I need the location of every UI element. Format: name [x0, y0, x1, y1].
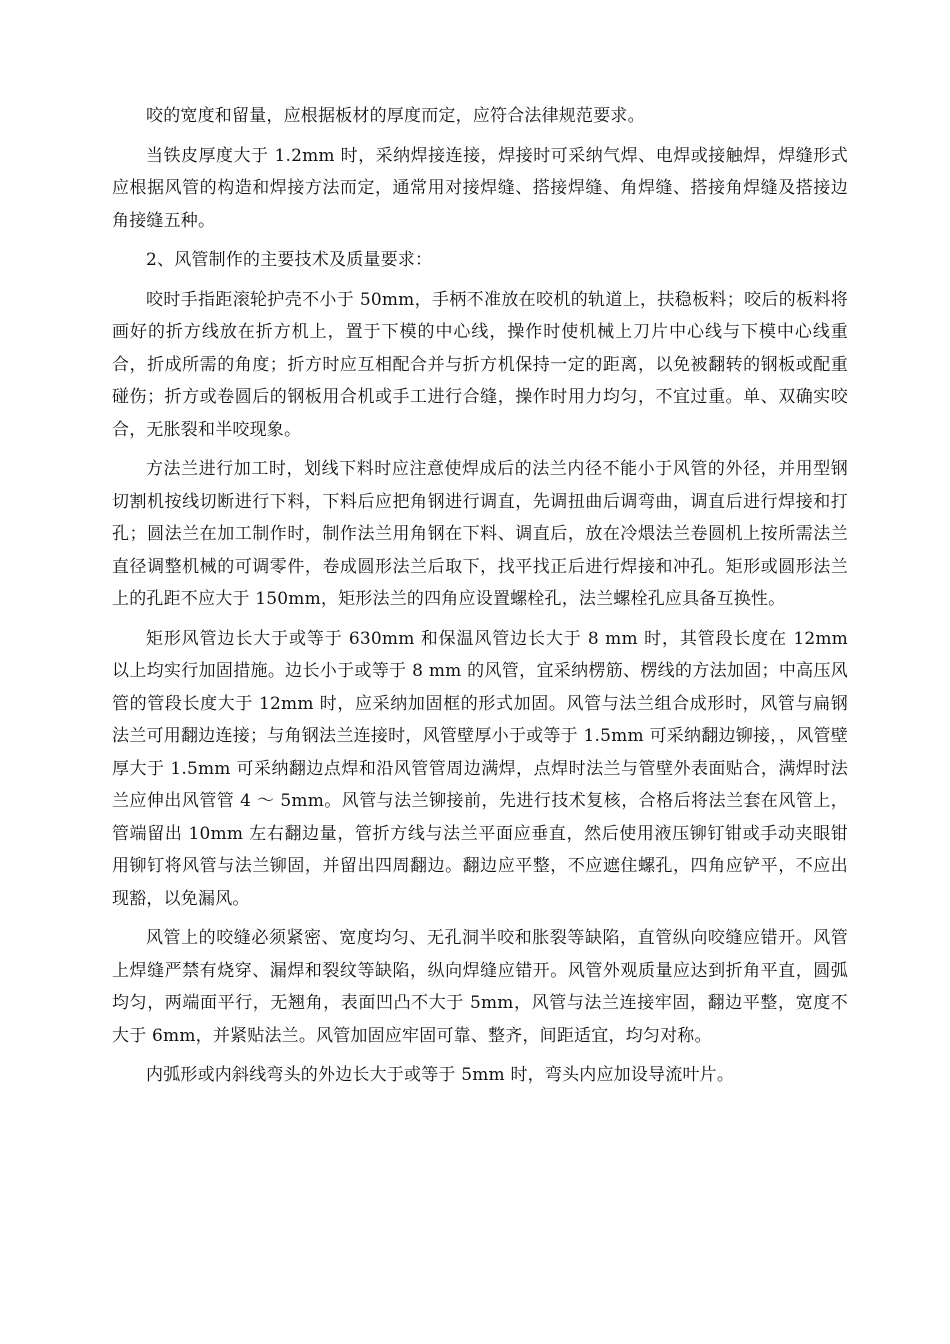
- document-page: [112, 100, 848, 1099]
- paragraph-3: 咬时手指距滚轮护壳不小于 50mm，手柄不准放在咬机的轨道上，扶稳板料；咬后的板料将画好的折方线放在折方机上，置于下模的中心线，操作时使机械上刀片中心线与下模中心线重合，折成所需的角度；折方时应互相配合并与折方机保持一定的距离，以免被翻转的钢板或配重碰伤；折方或卷圆后的钢板用合机或手工进行合缝，操作时用力均匀，不宜过重。单、双确实咬合，无胀裂和半咬现象。: [112, 289, 848, 440]
- paragraph-6: 风管上的咬缝必须紧密、宽度均匀、无孔洞半咬和胀裂等缺陷，直管纵向咬缝应错开。风管上焊缝严禁有烧穿、漏焊和裂纹等缺陷，纵向焊缝应错开。风管外观质量应达到折角平直，圆弧均匀，两端面平行，无翘角，表面凹凸不大于 5mm，风管与法兰连接牢固，翻边平整，宽度不大于 6mm，并紧贴法兰。风管加固应牢固可靠、整齐，间距适宜，均匀对称。: [112, 928, 848, 1046]
- paragraph-1: 咬的宽度和留量，应根据板材的厚度而定，应符合法律规范要求。: [146, 106, 645, 126]
- paragraph-4: 方法兰进行加工时，划线下料时应注意使焊成后的法兰内径不能小于风管的外径，并用型钢切割机按线切断进行下料，下料后应把角钢进行调直，先调扭曲后调弯曲，调直后进行焊接和打孔；圆法兰在加工制作时，制作法兰用角钢在下料、调直后，放在冷煨法兰卷圆机上按所需法兰直径调整机械的可调零件，卷成圆形法兰后取下，找平找正后进行焊接和冲孔。矩形或圆形法兰上的孔距不应大于 150mm，矩形法兰的四角应设置螺栓孔，法兰螺栓孔应具备互换性。: [112, 459, 848, 609]
- section-heading: 2、风管制作的主要技术及质量要求：: [146, 250, 433, 270]
- paragraph-2: 当铁皮厚度大于 1.2mm 时，采纳焊接连接，焊接时可采纳气焊、电焊或接触焊，焊缝形式应根据风管的构造和焊接方法而定，通常用对接焊缝、搭接焊缝、角焊缝、搭接角焊缝及搭接边角接缝五种。: [112, 145, 848, 231]
- paragraph-7: 内弧形或内斜线弯头的外边长大于或等于 5mm 时，弯头内应加设导流叶片。: [146, 1065, 735, 1085]
- paragraph-5: 矩形风管边长大于或等于 630mm 和保温风管边长大于 8 mm 时，其管段长度在 12mm 以上均实行加固措施。边长小于或等于 8 mm 的风管，宜采纳楞筋、楞线的方法加固；中高压风管的管段长度大于 12mm 时，应采纳加固框的形式加固。风管与法兰组合成形时，风管与扁钢法兰可用翻边连接；与角钢法兰连接时，风管壁厚小于或等于 1.5mm 可采纳翻边铆接，，风管壁厚大于 1.5mm 可采纳翻边点焊和沿风管管周边满焊，点焊时法兰与管壁外表面贴合，满焊时法兰应伸出风管管 4 ～ 5mm。风管与法兰铆接前，先进行技术复核，合格后将法兰套在风管上，管端留出 10mm 左右翻边量，管折方线与法兰平面应垂直，然后使用液压铆钉钳或手动夹眼钳用铆钉将风管与法兰铆固，并留出四周翻边。翻边应平整，不应遮住螺孔，四角应铲平，不应出现豁，以免漏风。: [112, 628, 849, 909]
